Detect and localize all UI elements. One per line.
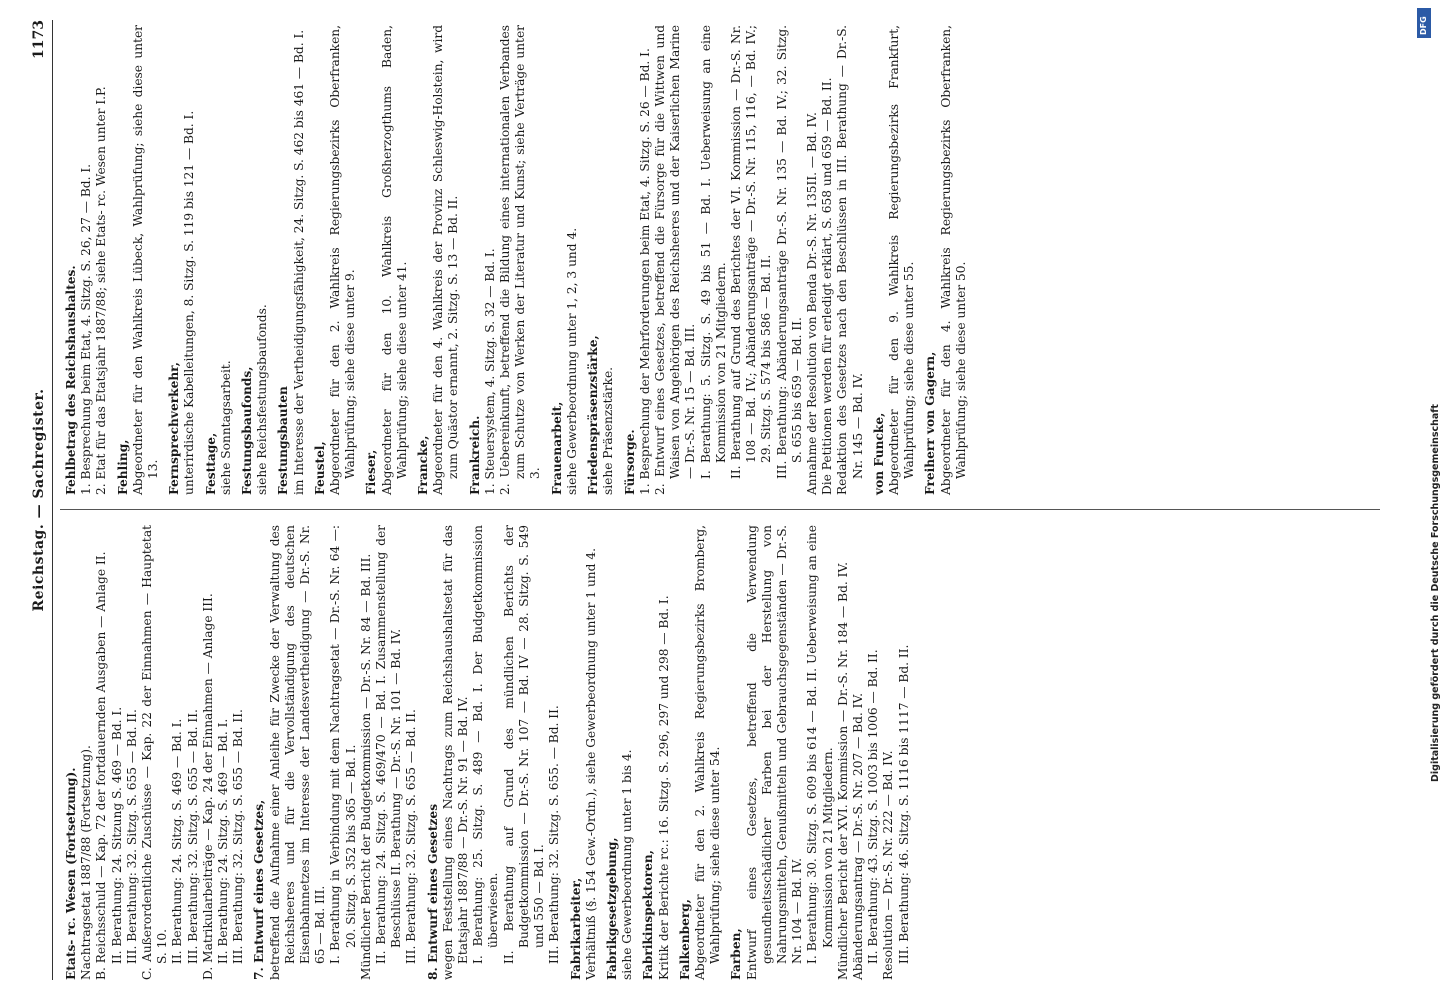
index-entry-line: betreffend die Aufnahme einer Anleihe für Zwecke der Verwaltung des Reichsheeres und für die Vervollständigung des deutschen Eisenbahnnetzes im Interesse der Landesvertheidigung — Dr.-S. Nr. 65 — Bd. III.: [267, 525, 328, 980]
index-entry: [204, 25, 234, 495]
index-entry-line: II. Berathung: 24. Sitzg. S. 469 — Bd. I.: [170, 718, 185, 964]
index-entry-line: II. Berathung auf Grund des mündlichen Berichts der Budgetkommission — Dr.-S. Nr. 107 — Bd. IV — 28. Sitzg. S. 549 und 550 — Bd. I.: [501, 525, 547, 964]
index-entry-line: B. Reichsschuld — Kap. 72 der fortdauernden Ausgaben — Anlage II.: [94, 551, 109, 980]
index-entry-heading: Falkenberg,: [677, 898, 692, 980]
digitization-note-text: Digitalisierung gefördert durch die Deutsche Forschungsgemeinschaft: [1430, 404, 1441, 782]
index-entry-line: Abänderungsantrag — Dr.-S. Nr. 207 — Bd. IV.: [850, 692, 865, 980]
index-entry-line: II. Berathung: 24. Sitzung S. 469 — Bd. I.: [109, 706, 124, 964]
index-entry-line: Verhältniß (§. 154 Gew.-Ordn.), siehe Gewerbeordnung unter 1 und 4.: [583, 548, 598, 980]
index-entry: [240, 25, 270, 495]
index-entry-line: III. Berathung: 32. Sitzg. S. 655 — Bd. II.: [124, 709, 139, 964]
column-divider: [60, 509, 1380, 510]
index-entry: [364, 25, 410, 495]
index-entry: [426, 525, 563, 980]
index-entry-heading: Etats- rc. Wesen (Fortsetzung).: [64, 767, 78, 980]
index-entry-line: I. Berathung: 5. Sitzg. S. 49 bis 51 — Bd. I. Ueberweisung an eine Kommission von 21 Mitgliedern.: [698, 25, 728, 479]
index-entry-line: Abgeordneter für den 4. Wahlkreis der Provinz Schleswig-Holstein, wird zum Quästor ernannt, 2. Sitzg. S. 13 — Bd. II.: [431, 25, 461, 495]
index-entry-heading: Fieser,: [364, 449, 379, 495]
index-entry-line: III. Berathung: 32. Sitzg. S. 655 — Bd. II.: [404, 709, 419, 964]
index-entry-heading: Fürsorge.: [622, 429, 637, 495]
index-entry-heading: 8. Entwurf eines Gesetzes: [425, 803, 440, 980]
index-entry: [416, 25, 462, 495]
rotated-page-content: [30, 20, 1400, 980]
index-entry: [605, 525, 635, 980]
index-entry-line: I. Berathung: 30. Sitzg. S. 609 bis 614 — Bd. II. Ueberweisung an eine Kommission von 21 Mitgliedern.: [805, 525, 835, 964]
index-entry: [678, 525, 724, 980]
index-entry-line: III. Berathung: Abänderungsanträge Dr.-S. Nr. 135 — Bd. IV.; 32. Sitzg. S. 655 bis 659 — Bd. II.: [774, 25, 804, 479]
index-entry: [569, 525, 599, 980]
index-entry: [586, 25, 616, 495]
index-entry-line: siehe Gewerbeordnung unter 1 bis 4.: [620, 749, 635, 980]
index-entry-line: Abgeordneter für den Wahlkreis Lübeck, Wahlprüfung; siehe diese unter 13.: [130, 25, 161, 495]
index-entry-line: 2. Entwurf eines Gesetzes, betreffend die Fürsorge für die Wittwen und Waisen von Angehörigen des Reichsheeres und der Kaiserlichen Marine — Dr.-S. Nr. 15 — Bd. III.: [652, 25, 698, 495]
index-entry-line: wegen Feststellung eines Nachtrags zum Reichshaushaltsetat für das Etatsjahr 1887/88 — Dr.-S. Nr. 91 — Bd. IV.: [440, 525, 471, 980]
index-entry-line: Redaktion des Gesetzes nach den Beschlüssen in III. Berathung — Dr.-S. Nr. 145 — Bd. IV.: [835, 25, 865, 495]
index-entry: [923, 25, 969, 495]
index-entry-line: 1. Besprechung beim Etat, 4. Sitzg. S. 26, 27 — Bd. I.: [79, 163, 94, 495]
index-entry-heading: Festungsbaufonds,: [240, 366, 255, 495]
index-entry: [252, 525, 419, 980]
index-entry-line: II. Berathung: 24. Sitzg. S. 469 — Bd. I.: [216, 718, 231, 964]
index-entry: [64, 525, 246, 980]
index-entry-line: 1. Steuersystem, 4. Sitzg. S. 32 — Bd. I.: [482, 248, 497, 495]
index-entry: [313, 25, 359, 495]
index-entry-line: Resolution — Dr.-S. Nr. 222 — Bd. IV.: [881, 750, 896, 980]
index-entry-line: I. Berathung: 25. Sitzg. S. 489 — Bd. I. Der Budgetkommission überwiesen.: [471, 525, 501, 964]
left-column: [64, 525, 1384, 980]
index-entry-heading: Francke,: [416, 435, 431, 495]
index-entry-heading: Fabrikinspektoren,: [641, 849, 656, 980]
index-entry-line: siehe Sonntagsarbeit.: [218, 360, 233, 495]
index-entry-heading: von Funcke,: [871, 412, 886, 495]
index-entry-line: Abgeordneter für den 4. Wahlkreis Regierungsbezirks Oberfranken, Wahlprüfung; siehe diese unter 50.: [938, 25, 968, 495]
index-entry-line: III. Berathung: 46. Sitzg. S. 1116 bis 1117 — Bd. II.: [896, 644, 911, 964]
index-entry-heading: Friedenspräsenzstärke,: [586, 335, 601, 495]
index-entry-heading: Fabrikarbeiter,: [568, 877, 583, 980]
index-entry-line: III. Berathung: 32. Sitzg. S. 655 — Bd. II.: [231, 709, 246, 964]
index-entry-line: Nachtragsetat 1887/88 (Fortsetzung).: [79, 745, 94, 980]
page-number: 1173: [31, 20, 47, 59]
index-entry-heading: Fehlbetrag des Reichshaushaltes.: [64, 265, 78, 495]
index-entry-line: Abgeordneter für den 9. Wahlkreis Regierungsbezirks Frankfurt, Wahlprüfung; siehe diese unter 55.: [886, 25, 917, 495]
index-entry: [641, 525, 671, 980]
index-entry-line: unterirdische Kabelleitungen, 8. Sitzg. S. 119 bis 121 — Bd. I.: [182, 110, 197, 495]
index-entry: [729, 525, 911, 980]
index-entry-line: Die Petitionen werden für erledigt erklärt, S. 658 und 659 — Bd. II.: [820, 77, 835, 495]
index-entry-heading: Fabrikgesetzgebung,: [604, 837, 619, 980]
index-entry-heading: Fernsprechverkehr,: [167, 362, 182, 495]
index-entry-line: II. Berathung auf Grund des Berichtes der VI. Kommission — Dr.-S. Nr. 108 — Bd. IV.; Abänderungsanträge — Dr.-S. Nr. 115, 116, — Bd. IV.; 29. Sitzg. S. 574 bis 586 — Bd. II.: [728, 25, 774, 479]
index-entry-line: III. Berathung: 32. Sitzg. S. 655. — Bd. II.: [547, 705, 562, 964]
index-entry-line: 2. Uebereinkunft, betreffend die Bildung eines internationalen Verbandes zum Schutze von Werken der Literatur und Kunst; siehe Verträge unter 3.: [498, 25, 543, 495]
index-entry-heading: Farben,: [729, 928, 744, 980]
index-entry-heading: Fehling,: [115, 439, 130, 495]
index-entry-heading: Feustel,: [312, 441, 327, 495]
index-entry-line: Abgeordneter für den 2. Wahlkreis Regierungsbezirks Bromberg, Wahlprüfung; siehe diese unter 54.: [692, 525, 723, 980]
index-entry: [116, 25, 162, 495]
index-entry-line: Abgeordneter für den 2. Wahlkreis Regierungsbezirks Oberfranken, Wahlprüfung; siehe diese unter 9.: [328, 25, 358, 495]
index-entry-heading: Festtage,: [203, 432, 218, 495]
index-entry-heading: 7. Entwurf eines Gesetzes,: [252, 799, 267, 980]
running-head-title: Reichstag. — Sachregister.: [31, 388, 47, 612]
index-entry: [550, 25, 580, 495]
index-entry-line: C. Außerordentliche Zuschüsse — Kap. 22 der Einnahmen — Hauptetat S. 10.: [140, 525, 170, 980]
index-entry-line: 2. Etat für das Etatsjahr 1887/88; siehe Etats- rc. Wesen unter I.P.: [94, 86, 109, 495]
index-entry-heading: Festungsbauten: [276, 386, 291, 495]
index-entry-line: siehe Präsenzstärke.: [601, 366, 616, 495]
digitization-note: [1418, 12, 1441, 987]
right-column: [64, 25, 1384, 495]
index-entry-heading: Freiherr von Gagern,: [923, 351, 938, 495]
index-entry-line: II. Berathung: 24. Sitzg. S. 469/470 — Bd. I. Zusammenstellung der Beschlüsse II. Berathung — Dr.-S. Nr. 101 — Bd. IV.: [374, 525, 404, 964]
index-entry-line: Abgeordneter für den 10. Wahlkreis Großherzogthums Baden, Wahlprüfung; siehe diese unter 41.: [379, 25, 409, 495]
dfg-logo-text: DFG: [1419, 16, 1428, 35]
index-entry-line: siehe Reichsfestungsbaufonds.: [255, 304, 270, 495]
index-entry: [872, 25, 918, 495]
index-entry-line: Mündlicher Bericht der XVI. Kommission — Dr.-S. Nr. 184 — Bd. IV.: [835, 562, 850, 980]
index-entry-line: 1. Besprechung der Mehrforderungen beim Etat, 4. Sitzg. S. 26 — Bd. I.: [637, 48, 652, 495]
index-entry-line: Entwurf eines Gesetzes, betreffend die Verwendung gesundheitsschädlicher Farben bei der Herstellung von Nahrungsmitteln, Genußmitteln und Gebrauchsgegenständen — Dr.-S. Nr. 104 — Bd. IV.: [744, 525, 805, 980]
index-entry-line: Mündlicher Bericht der Budgetkommission — Dr.-S. Nr. 84 — Bd. III.: [358, 553, 373, 980]
index-entry: [276, 25, 306, 495]
index-entry-line: III. Berathung: 32. Sitzg. S. 655 — Bd. II.: [185, 709, 200, 964]
index-entry: [167, 25, 197, 495]
running-head: [30, 20, 53, 980]
index-entry-line: I. Berathung in Verbindung mit dem Nachtragsetat — Dr.-S. Nr. 64 —: 20. Sitzg. S. 352 bis 365 — Bd. I.: [328, 525, 358, 964]
index-entry-line: D. Matrikularbeiträge — Kap. 24 der Einnahmen — Anlage III.: [200, 593, 215, 980]
index-entry: [468, 25, 544, 495]
index-entry-heading: Frauenarbeit,: [549, 401, 564, 495]
index-entry-line: II. Berathung: 43. Sitzg. S. 1003 bis 1006 — Bd. II.: [866, 649, 881, 964]
index-entry: [64, 25, 110, 495]
index-entry-line: Annahme der Resolution von Benda Dr.-S. Nr. 135II. — Bd. IV.: [804, 112, 819, 495]
index-entry-line: siehe Gewerbeordnung unter 1, 2, 3 und 4.: [564, 227, 579, 495]
index-entry: [623, 25, 866, 495]
index-entry-heading: Frankreich.: [467, 415, 482, 495]
index-entry-line: Kritik der Berichte rc.: 16. Sitzg. S. 296, 297 und 298 — Bd. I.: [656, 595, 671, 980]
index-entry-line: im Interesse der Vertheidigungsfähigkeit, 24. Sitzg. S. 462 bis 461 — Bd. I.: [291, 29, 306, 495]
